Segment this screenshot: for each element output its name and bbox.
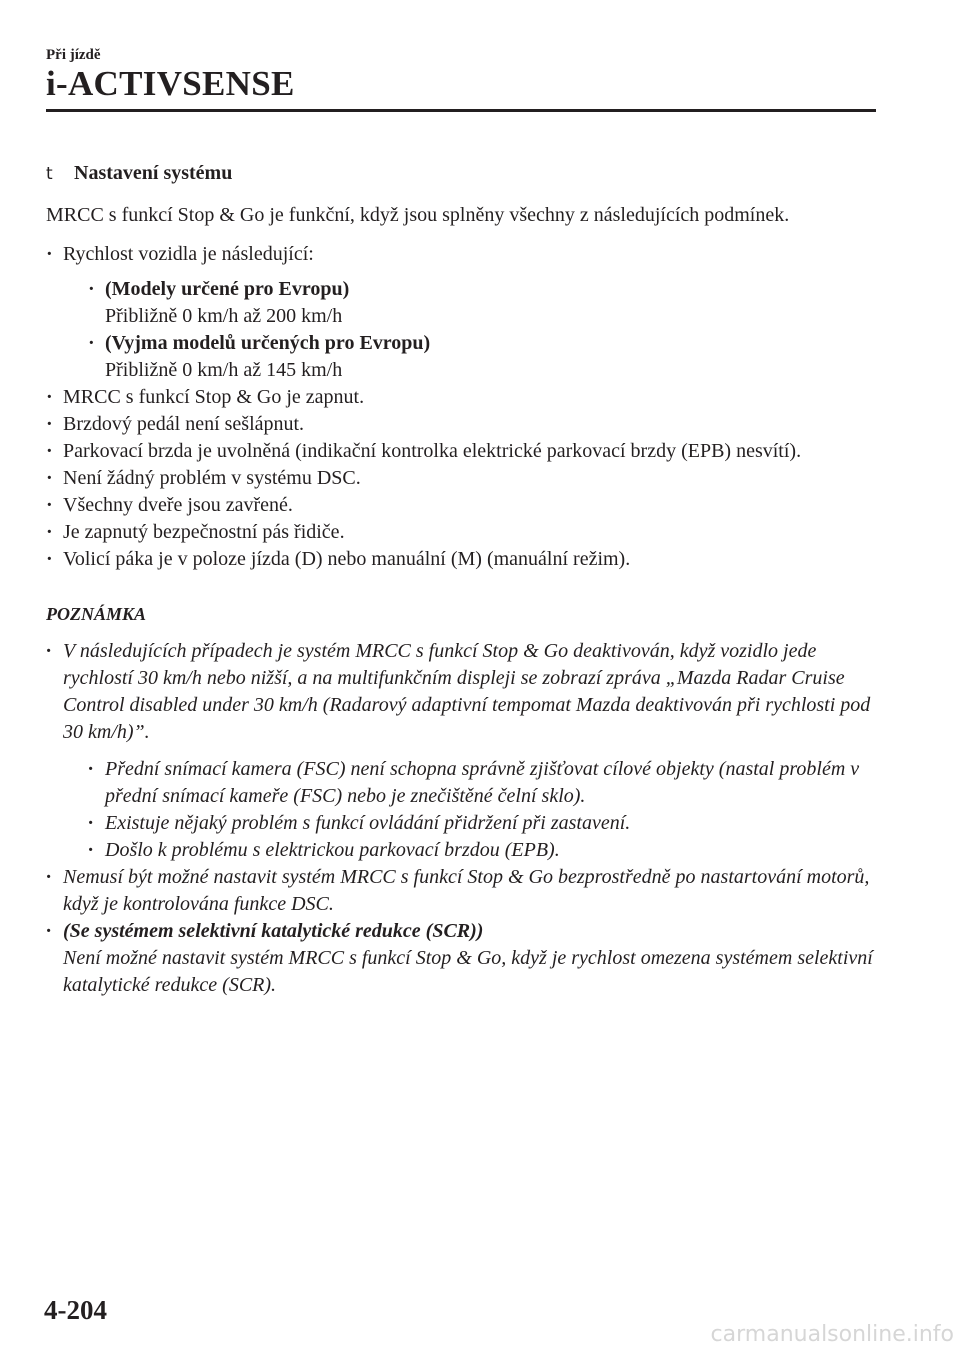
list-item: · Přední snímací kamera (FSC) není schopna správně zjišťovat cílové objekty (nastal problém v přední snímací kameře (FSC) nebo je znečištěné čelní sklo).	[88, 756, 876, 810]
list-item: · Volicí páka je v poloze jízda (D) nebo manuální (M) (manuální režim).	[46, 546, 876, 573]
subsection-marker-icon: t	[46, 164, 53, 184]
scr-condition: · (Se systémem selektivní katalytické redukce (SCR))	[63, 920, 484, 942]
scr-text: Není možné nastavit systém MRCC s funkcí Stop & Go, když je rychlost omezena systémem selektivní katalytické redukce (SCR).	[63, 947, 873, 996]
list-item	[88, 276, 876, 330]
note-heading: POZNÁMKA	[46, 604, 147, 624]
section-title: i-ACTIVSENSE	[46, 64, 295, 103]
speed-options-list	[88, 276, 876, 384]
page-content	[46, 160, 876, 999]
speed-range: Přibližně 0 km/h až 145 km/h	[105, 359, 343, 381]
chapter-label: Při jízdě	[46, 47, 101, 63]
intro-paragraph: MRCC s funkcí Stop & Go je funkční, když jsou splněny všechny z následujících podmínek.	[46, 204, 790, 226]
note-sub-list	[88, 756, 876, 864]
page-number: 4-204	[44, 1295, 107, 1325]
speed-label: Rychlost vozidla je následující:	[63, 243, 314, 265]
conditions-list	[46, 241, 876, 573]
watermark: carmanualsonline.info	[710, 1322, 954, 1347]
subsection-heading	[46, 160, 876, 188]
note-text: V následujících případech je systém MRCC s funkcí Stop & Go deaktivován, když vozidlo jede rychlostí 30 km/h nebo nižší, a na multifunkčním displeji se zobrazí zpráva „Mazda Radar Cruise Control disabled under 30 km/h (Radarový adaptivní tempomat Mazda deaktivován při rychlosti pod 30 km/h)”.	[63, 640, 871, 743]
list-item: · Brzdový pedál není sešlápnut.	[46, 411, 876, 438]
subsection-title: Nastavení systému	[74, 162, 233, 184]
region-label: · (Vyjma modelů určených pro Evropu)	[105, 332, 431, 354]
list-item: · MRCC s funkcí Stop & Go je zapnut.	[46, 384, 876, 411]
list-item: · Došlo k problému s elektrickou parkovací brzdou (EPB).	[88, 837, 876, 864]
header-divider	[46, 109, 876, 112]
note-list	[46, 638, 876, 999]
list-item: · Parkovací brzda je uvolněná (indikační kontrolka elektrické parkovací brzdy (EPB) nesvítí).	[46, 438, 876, 465]
list-item: · Všechny dveře jsou zavřené.	[46, 492, 876, 519]
list-item	[46, 241, 876, 384]
list-item	[46, 918, 876, 999]
list-item: · Nemusí být možné nastavit systém MRCC s funkcí Stop & Go bezprostředně po nastartování motorů, když je kontrolována funkce DSC.	[46, 864, 876, 918]
list-item: · Existuje nějaký problém s funkcí ovládání přidržení při zastavení.	[88, 810, 876, 837]
list-item	[46, 638, 876, 864]
list-item: · Není žádný problém v systému DSC.	[46, 465, 876, 492]
list-item	[88, 330, 876, 384]
list-item: · Je zapnutý bezpečnostní pás řidiče.	[46, 519, 876, 546]
speed-range: Přibližně 0 km/h až 200 km/h	[105, 305, 343, 327]
region-label: · (Modely určené pro Evropu)	[105, 278, 350, 300]
